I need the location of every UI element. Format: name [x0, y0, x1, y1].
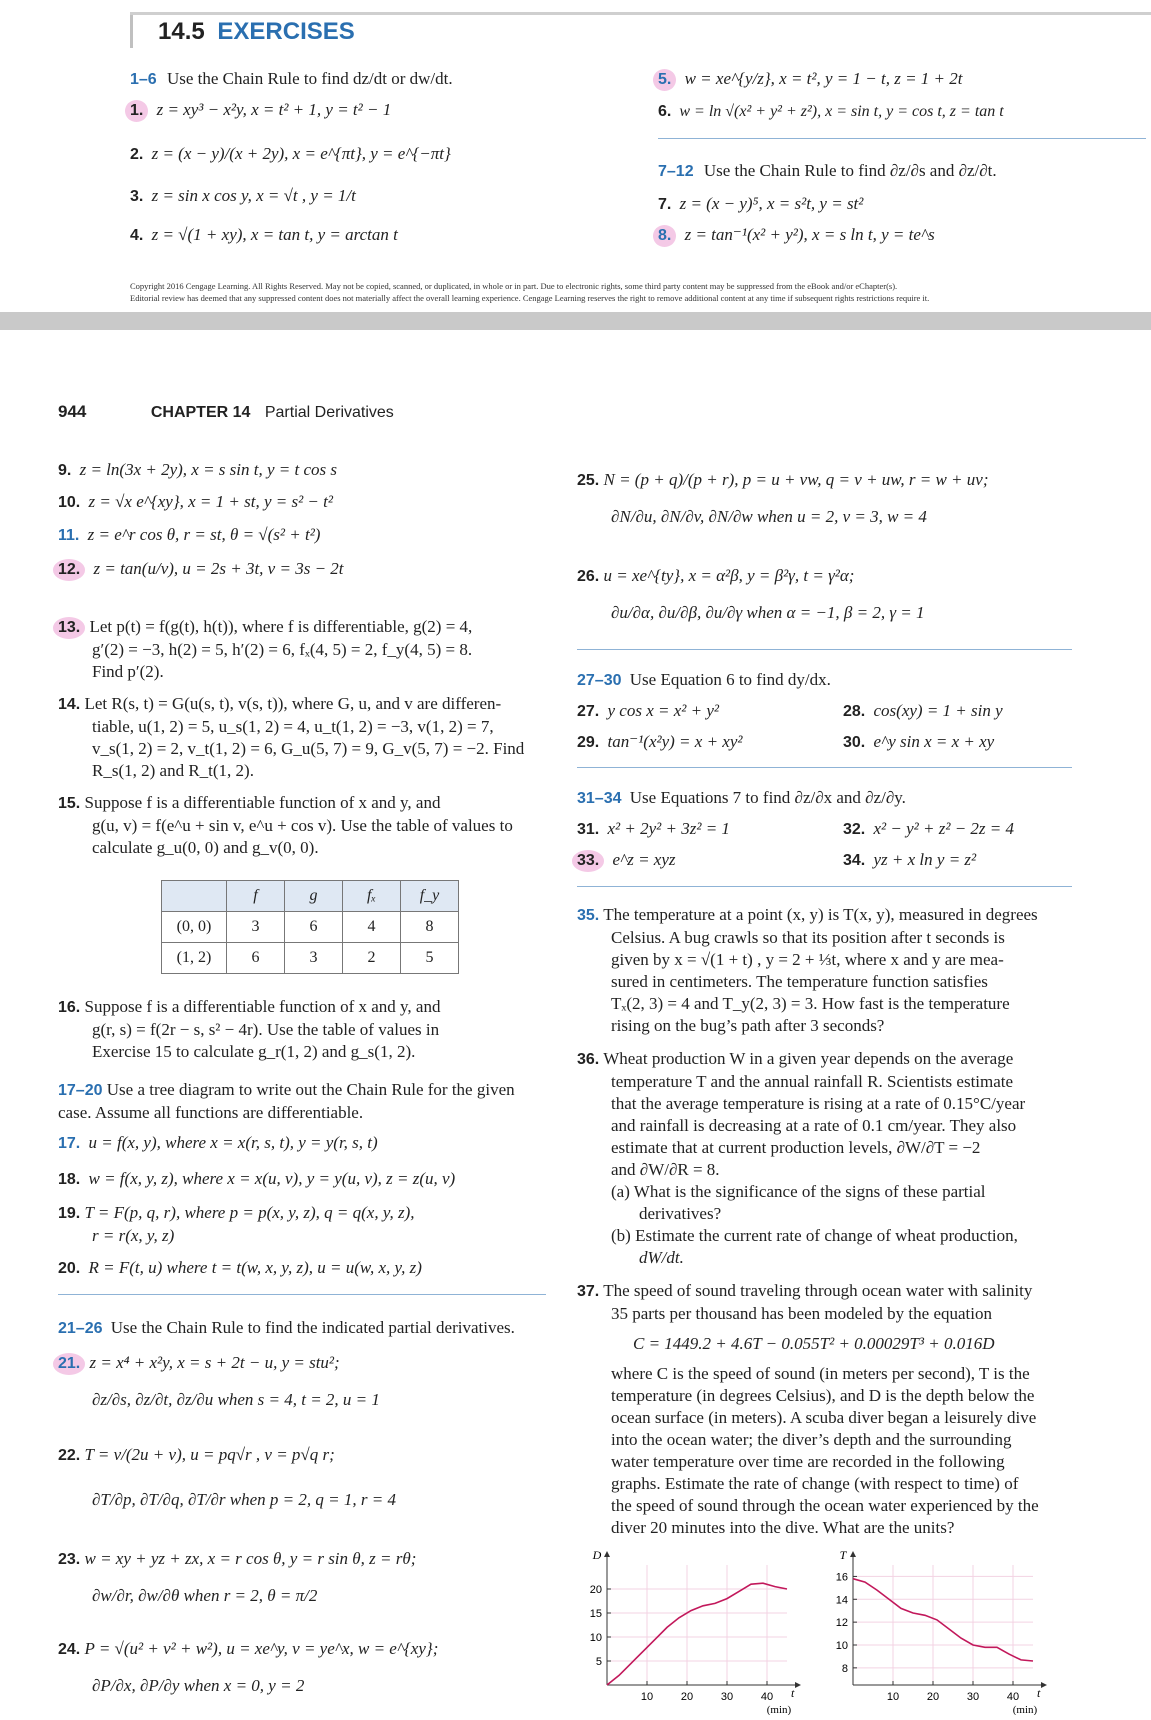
instruction-27-30: 27–30 Use Equation 6 to find dy/dx. [577, 670, 831, 689]
top-bracket [130, 12, 133, 48]
x-tick-label: 10 [886, 1691, 900, 1703]
exercise-26: 26. u = xe^{ty}, x = α²β, y = β²γ, t = γ²α; ∂u/∂α, ∂u/∂β, ∂u/∂γ when α = −1, β = 2, γ = 1 [577, 566, 925, 622]
section-title: EXERCISES [217, 18, 355, 45]
divider-right-2 [577, 767, 1072, 768]
divider-top-right [658, 138, 1146, 139]
exercise-1: 1. z = xy³ − x²y, x = t² + 1, y = t² − 1 [130, 99, 391, 122]
exercise-18: 18. w = f(x, y, z), where x = x(u, v), y = y(u, v), z = z(u, v) [58, 1169, 456, 1188]
exercise-32: 32. x² − y² + z² − 2z = 4 [843, 819, 1014, 838]
table-header-row: f g fₓ f_y [162, 881, 459, 912]
y-axis-label: T [839, 1550, 847, 1562]
divider-right-3 [577, 886, 1072, 887]
y-tick-label: 10 [835, 1640, 848, 1652]
divider-left-1 [58, 1294, 546, 1295]
exercise-4: 4. z = √(1 + xy), x = tan t, y = arctan t [130, 225, 398, 244]
series-line [853, 1579, 1033, 1661]
exercise-12: 12. z = tan(u/v), u = 2s + 3t, v = 3s − 2t [58, 558, 344, 581]
y-tick-label: 10 [589, 1632, 602, 1644]
chapter-title: Partial Derivatives [264, 404, 394, 421]
exercise-20: 20. R = F(t, u) where t = t(w, x, y, z), u = u(w, x, y, z) [58, 1258, 422, 1277]
exercise-27: 27. y cos x = x² + y² [577, 701, 719, 720]
exercise-13: 13. Let p(t) = f(g(t), h(t)), where f is differentiable, g(2) = 4, g′(2) = −3, h(2) = 5, h′(2) = 6, fₓ(4, 5) = 2, f_y(4, 5) = 8. Find p′(2). [58, 616, 548, 683]
exercise-15: 15. Suppose f is a differentiable function of x and y, and g(u, v) = f(e^u + sin v, e^u + cos v). Use the table of values to calculate g_u(0, 0) and g_v(0, 0). [58, 793, 513, 857]
exercise-8: 8. z = tan⁻¹(x² + y²), x = s ln t, y = te^s [658, 224, 935, 247]
x-axis-label: t [1037, 1686, 1041, 1700]
exercise-17: 17. u = f(x, y), where x = x(r, s, t), y = y(r, s, t) [58, 1133, 378, 1152]
y-tick-label: 5 [595, 1656, 602, 1668]
exercise-34: 34. yz + x ln y = z² [843, 850, 977, 869]
x-axis-arrow [1041, 1682, 1047, 1688]
values-table [161, 880, 459, 974]
top-header-rule [130, 12, 1151, 15]
x-tick-label: 30 [966, 1691, 980, 1703]
exercise-2: 2. z = (x − y)/(x + 2y), x = e^{πt}, y = e^{−πt} [130, 144, 451, 163]
exercise-25: 25. N = (p + q)/(p + r), p = u + vw, q = v + uw, r = w + uv; ∂N/∂u, ∂N/∂v, ∂N/∂w when u = 2, v = 3, w = 4 [577, 470, 989, 526]
page-header [58, 402, 394, 422]
depth-chart [585, 1550, 825, 1715]
instruction-31-34: 31–34 Use Equations 7 to find ∂z/∂x and ∂z/∂y. [577, 788, 906, 807]
exercise-10: 10. z = √x e^{xy}, x = 1 + st, y = s² − t² [58, 492, 333, 511]
exercise-35: 35. The temperature at a point (x, y) is T(x, y), measured in degrees Celsius. A bug crawls so that its position after t seconds is given by x = √(1 + t) , y = 2 + ⅓t, where x and y are mea- sured in centimeters. The temperature function satisfies Tₓ(2, 3) = 4 and T_y(2, 3) = 3. How fast is the temperature rising on the bug’s path after 3 seconds? [577, 905, 1038, 1035]
copyright-notice: Copyright 2016 Cengage Learning. All Rights Reserved. May not be copied, scanned, or duplicated, in whole or in part. Due to electronic rights, some third party content may be suppressed from the eBook and/or eChapter(s). Editorial review has deemed that any suppressed content does not materially affect the overall learning experience. Cengage Learning reserves the right to remove additional content at any time if subsequent rights restrictions require it. [130, 281, 930, 303]
exercise-23: 23. w = xy + yz + zx, x = r cos θ, y = r sin θ, z = rθ; ∂w/∂r, ∂w/∂θ when r = 2, θ = π/2 [58, 1549, 417, 1605]
exercise-33: 33. e^z = xyz [577, 849, 676, 872]
instruction-1-6: 1–6 Use the Chain Rule to find dz/dt or dw/dt. [130, 69, 453, 88]
section-number: 14.5 [158, 18, 205, 45]
exercise-22: 22. T = v/(2u + v), u = pq√r , v = p√q r; ∂T/∂p, ∂T/∂q, ∂T/∂r when p = 2, q = 1, r = 4 [58, 1445, 396, 1509]
instruction-7-12: 7–12 Use the Chain Rule to find ∂z/∂s and ∂z/∂t. [658, 161, 997, 180]
exercise-19: 19. T = F(p, q, r), where p = p(x, y, z), q = q(x, y, z), r = r(x, y, z) [58, 1203, 415, 1245]
exercise-21: 21. z = x⁴ + x²y, x = s + 2t − u, y = stu²; ∂z/∂s, ∂z/∂t, ∂z/∂u when s = 4, t = 2, u = 1 [58, 1352, 380, 1411]
exercise-6: 6. w = ln √(x² + y² + z²), x = sin t, y = cos t, z = tan t [658, 103, 1004, 120]
exercise-29: 29. tan⁻¹(x²y) = x + xy² [577, 732, 743, 751]
x-tick-label: 40 [1006, 1691, 1020, 1703]
exercise-24: 24. P = √(u² + v² + w²), u = xe^y, v = ye^x, w = e^{xy}; ∂P/∂x, ∂P/∂y when x = 0, y = 2 [58, 1639, 439, 1695]
x-tick-label: 20 [680, 1691, 694, 1703]
instruction-21-26: 21–26 Use the Chain Rule to find the indicated partial derivatives. [58, 1318, 515, 1337]
y-tick-label: 14 [835, 1594, 848, 1607]
exercise-5: 5. w = xe^{y/z}, x = t², y = 1 − t, z = 1 + 2t [658, 68, 962, 91]
exercise-28: 28. cos(xy) = 1 + sin y [843, 701, 1003, 720]
exercise-11: 11. z = e^r cos θ, r = st, θ = √(s² + t²) [58, 525, 321, 544]
y-tick-label: 8 [841, 1662, 848, 1675]
y-axis-label: D [592, 1550, 602, 1562]
y-axis-arrow [604, 1551, 610, 1557]
exercise-30: 30. e^y sin x = x + xy [843, 732, 995, 751]
chapter-label: CHAPTER 14 [150, 404, 251, 421]
x-axis-unit: (min) [766, 1704, 792, 1715]
table-row: (1, 2) 6 3 2 5 [162, 943, 459, 974]
exercise-7: 7. z = (x − y)⁵, x = s²t, y = st² [658, 194, 864, 213]
divider-right-1 [577, 649, 1072, 650]
exercise-14: 14. Let R(s, t) = G(u(s, t), v(s, t)), where G, u, and v are differen- tiable, u(1, 2) = 5, u_s(1, 2) = 4, u_t(1, 2) = −3, v(1, 2) = 7, v_s(1, 2) = 2, v_t(1, 2) = 6, G_u(5, 7) = 9, G_v(5, 7) = −2. Find R_s(1, 2) and R_t(1, 2). [58, 694, 525, 780]
x-tick-label: 20 [926, 1691, 940, 1703]
section-heading [158, 18, 355, 46]
page-gap-band [0, 312, 1151, 330]
exercise-16: 16. Suppose f is a differentiable function of x and y, and g(r, s) = f(2r − s, s² − 4r). Use the table of values in Exercise 15 to calculate g_r(1, 2) and g_s(1, 2). [58, 997, 441, 1061]
y-axis-arrow [850, 1551, 856, 1557]
y-tick-label: 15 [589, 1608, 602, 1620]
y-tick-label: 12 [835, 1617, 848, 1630]
x-axis-arrow [795, 1682, 801, 1688]
y-tick-label: 20 [589, 1584, 602, 1596]
x-tick-label: 30 [720, 1691, 734, 1703]
x-tick-label: 40 [760, 1691, 774, 1703]
exercise-31: 31. x² + 2y² + 3z² = 1 [577, 819, 730, 838]
table-row: (0, 0) 3 6 4 8 [162, 912, 459, 943]
exercise-3: 3. z = sin x cos y, x = √t , y = 1/t [130, 186, 356, 205]
page-number: 944 [58, 402, 87, 421]
x-axis-unit: (min) [1012, 1704, 1038, 1715]
exercise-37: 37. The speed of sound traveling through ocean water with salinity 35 parts per thousand has been modeled by the equation C = 1449.2 + 4.6T − 0.055T² + 0.00029T³ + 0.016D where C is the speed of sound (in meters per second), T is the temperature (in degrees Celsius), and D is the depth below the ocean surface (in meters). A scuba diver began a leisurely dive into the ocean water; the diver’s depth and the surrounding water temperature over time are recorded in the following graphs. Estimate the rate of change (with respect to time) of the speed of sound through the ocean water experienced by the diver 20 minutes into the dive. What are the units? [577, 1281, 1039, 1537]
exercise-9: 9. z = ln(3x + 2y), x = s sin t, y = t cos s [58, 460, 338, 479]
instruction-17-20: 17–20 Use a tree diagram to write out the Chain Rule for the given case. Assume all functions are differentiable. [58, 1080, 515, 1122]
x-tick-label: 10 [640, 1691, 654, 1703]
exercise-36: 36. Wheat production W in a given year depends on the average temperature T and the annual rainfall R. Scientists estimate that the average temperature is rising at a rate of 0.15°C/year and rainfall is decreasing at a rate of 0.1 cm/year. They also estimate that at current production levels, ∂W/∂T = −2 and ∂W/∂R = 8. (a) What is the significance of the signs of these partial derivatives? (b) Estimate the current rate of change of wheat production, dW/dt. [577, 1049, 1026, 1267]
temperature-chart [825, 1550, 1070, 1715]
y-tick-label: 16 [835, 1571, 848, 1584]
series-line [607, 1583, 787, 1685]
x-axis-label: t [791, 1686, 795, 1700]
